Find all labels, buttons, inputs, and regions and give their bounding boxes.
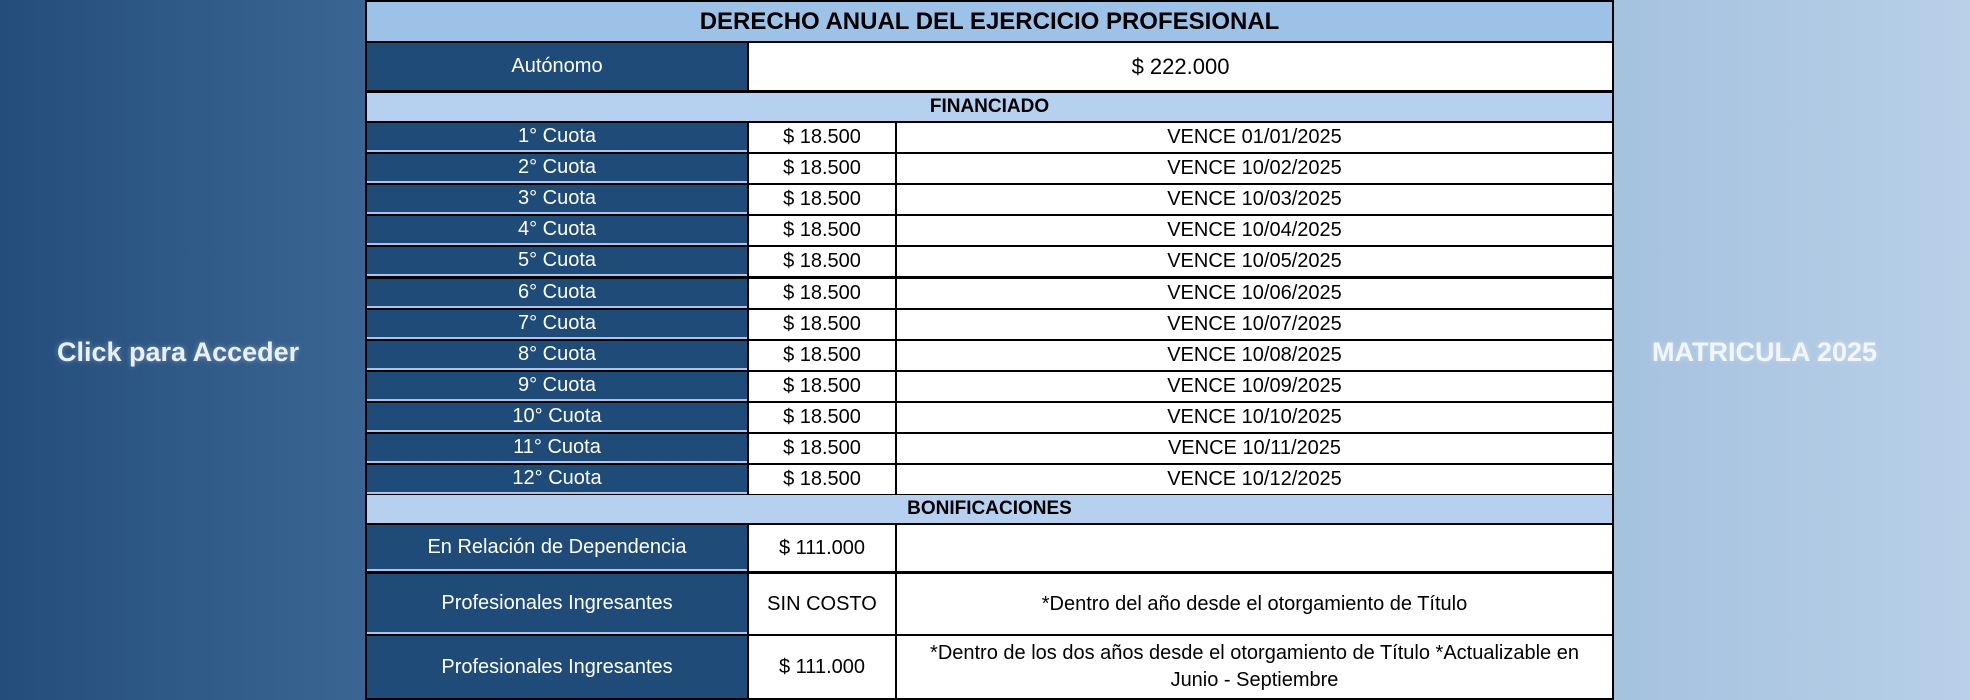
access-link[interactable]: Click para Acceder: [57, 337, 300, 367]
autonomo-label: Autónomo: [367, 43, 747, 90]
bonif-note: *Dentro de los dos años desde el otorgamiento de Título *Actualizable en Junio - Septiembre: [897, 636, 1612, 698]
cuota-amount: $ 18.500: [749, 465, 895, 494]
cuota-row: [367, 434, 1612, 463]
cuota-row: [367, 216, 1612, 245]
bonif-note: *Dentro del año desde el otorgamiento de Título: [897, 574, 1612, 634]
bonif-amount: $ 111.000: [749, 525, 895, 571]
cuota-due-date: VENCE 10/06/2025: [897, 279, 1612, 308]
cuota-row: [367, 372, 1612, 401]
cuota-label: 10° Cuota: [367, 403, 747, 432]
cuota-row: [367, 310, 1612, 339]
bonif-row: [367, 636, 1612, 698]
bonif-amount: SIN COSTO: [749, 574, 895, 634]
cuota-due-date: VENCE 10/02/2025: [897, 154, 1612, 183]
cuota-row: [367, 279, 1612, 308]
cuota-due-date: VENCE 10/08/2025: [897, 341, 1612, 370]
financiado-header-row: [367, 93, 1612, 121]
cuota-label: 6° Cuota: [367, 279, 747, 308]
bonif-label: Profesionales Ingresantes: [367, 574, 747, 634]
cuota-row: [367, 154, 1612, 183]
cuota-label: 7° Cuota: [367, 310, 747, 339]
cuota-amount: $ 18.500: [749, 216, 895, 245]
bonif-row: [367, 525, 1612, 571]
cuota-label: 8° Cuota: [367, 341, 747, 370]
bonif-label: En Relación de Dependencia: [367, 525, 747, 571]
autonomo-value: $ 222.000: [749, 43, 1612, 90]
bonificaciones-header: BONIFICACIONES: [367, 495, 1612, 523]
cuota-due-date: VENCE 10/07/2025: [897, 310, 1612, 339]
cuota-amount: $ 18.500: [749, 154, 895, 183]
cuota-row: [367, 123, 1612, 152]
bonif-label: Profesionales Ingresantes: [367, 636, 747, 698]
cuota-label: 2° Cuota: [367, 154, 747, 183]
table-title-row: [367, 2, 1612, 41]
cuota-due-date: VENCE 10/09/2025: [897, 372, 1612, 401]
cuota-amount: $ 18.500: [749, 247, 895, 276]
cuota-due-date: VENCE 10/10/2025: [897, 403, 1612, 432]
cuota-due-date: VENCE 10/12/2025: [897, 465, 1612, 494]
cuota-label: 12° Cuota: [367, 465, 747, 494]
cuota-amount: $ 18.500: [749, 403, 895, 432]
cuota-row: [367, 465, 1612, 494]
cuota-due-date: VENCE 01/01/2025: [897, 123, 1612, 152]
bonif-note: [897, 525, 1612, 571]
bonif-row: [367, 574, 1612, 634]
cuota-row: [367, 247, 1612, 276]
cuota-due-date: VENCE 10/03/2025: [897, 185, 1612, 214]
cuota-label: 4° Cuota: [367, 216, 747, 245]
cuota-row: [367, 185, 1612, 214]
cuota-label: 1° Cuota: [367, 123, 747, 152]
cuota-label: 3° Cuota: [367, 185, 747, 214]
cuota-amount: $ 18.500: [749, 279, 895, 308]
bonif-amount: $ 111.000: [749, 636, 895, 698]
table-title: DERECHO ANUAL DEL EJERCICIO PROFESIONAL: [367, 2, 1612, 41]
cuota-amount: $ 18.500: [749, 341, 895, 370]
cuota-amount: $ 18.500: [749, 434, 895, 463]
fee-table: [365, 0, 1614, 700]
cuota-amount: $ 18.500: [749, 310, 895, 339]
cuota-amount: $ 18.500: [749, 123, 895, 152]
cuota-label: 5° Cuota: [367, 247, 747, 276]
cuota-due-date: VENCE 10/11/2025: [897, 434, 1612, 463]
cuota-row: [367, 341, 1612, 370]
cuota-amount: $ 18.500: [749, 372, 895, 401]
cuota-row: [367, 403, 1612, 432]
financiado-header: FINANCIADO: [367, 93, 1612, 121]
cuota-due-date: VENCE 10/04/2025: [897, 216, 1612, 245]
cuota-label: 11° Cuota: [367, 434, 747, 463]
cuota-due-date: VENCE 10/05/2025: [897, 247, 1612, 276]
bonificaciones-header-row: [367, 495, 1612, 523]
cuota-amount: $ 18.500: [749, 185, 895, 214]
cuota-label: 9° Cuota: [367, 372, 747, 401]
autonomo-row: [367, 43, 1612, 90]
matricula-title: MATRICULA 2025: [1652, 337, 1878, 367]
